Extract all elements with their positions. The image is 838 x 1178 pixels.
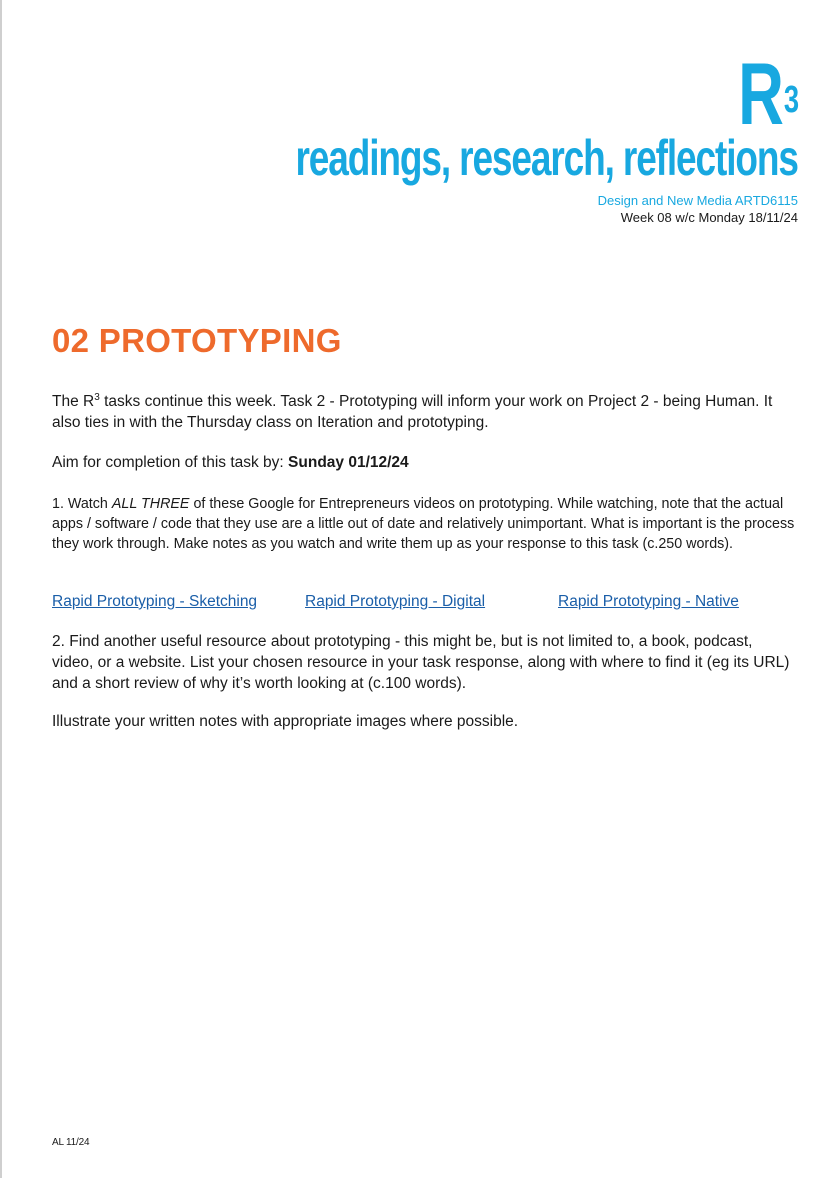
deadline-paragraph xyxy=(52,452,797,473)
brand-tagline: readings, research, reflections xyxy=(295,130,798,186)
intro-start: The R xyxy=(52,393,95,410)
intro-rest: tasks continue this week. Task 2 - Prototyping will inform your work on Project 2 - being Human. It also ties in with the Thursday class on Iteration and prototyping. xyxy=(52,393,773,431)
deadline-date: Sunday 01/12/24 xyxy=(288,454,409,471)
r3-mark xyxy=(738,44,798,143)
task1-prefix: 1. Watch xyxy=(52,496,112,512)
video-links xyxy=(52,591,797,613)
page-title: 02 PROTOTYPING xyxy=(52,322,342,359)
r3-letter: R xyxy=(738,44,783,143)
r3-logo xyxy=(715,44,798,143)
task1-paragraph xyxy=(52,494,797,554)
week-date: Week 08 w/c Monday 18/11/24 xyxy=(620,210,798,225)
r3-superscript: 3 xyxy=(784,79,798,121)
illustrate-paragraph: Illustrate your written notes with appropriate images where possible. xyxy=(52,713,519,730)
intro-paragraph xyxy=(52,391,797,433)
intro-superscript: 3 xyxy=(94,391,100,403)
task2-paragraph: 2. Find another useful resource about prototyping - this might be, but is not limited to, a book, podcast, video, or a website. List your chosen resource in your task response, along with where to find it (eg its URL) and a short review of why it’s worth looking at (c.100 words). xyxy=(52,633,790,692)
course-title: Design and New Media ARTD6115 xyxy=(597,193,798,208)
task1-rest: of these Google for Entrepreneurs videos on prototyping. While watching, note that the actual apps / software / code that they use are a little out of date and relatively unimportant. What is important is the process they work through. Make notes as you watch and write them up as your response to this task (c.250 words). xyxy=(52,496,795,552)
task1-emphasis: ALL THREE xyxy=(111,496,190,512)
link-native[interactable]: Rapid Prototyping - Native xyxy=(558,593,739,610)
footer-note: AL 11/24 xyxy=(52,1137,90,1148)
deadline-label: Aim for completion of this task by: xyxy=(52,454,289,471)
link-sketching[interactable]: Rapid Prototyping - Sketching xyxy=(52,593,258,610)
link-digital[interactable]: Rapid Prototyping - Digital xyxy=(305,593,486,610)
